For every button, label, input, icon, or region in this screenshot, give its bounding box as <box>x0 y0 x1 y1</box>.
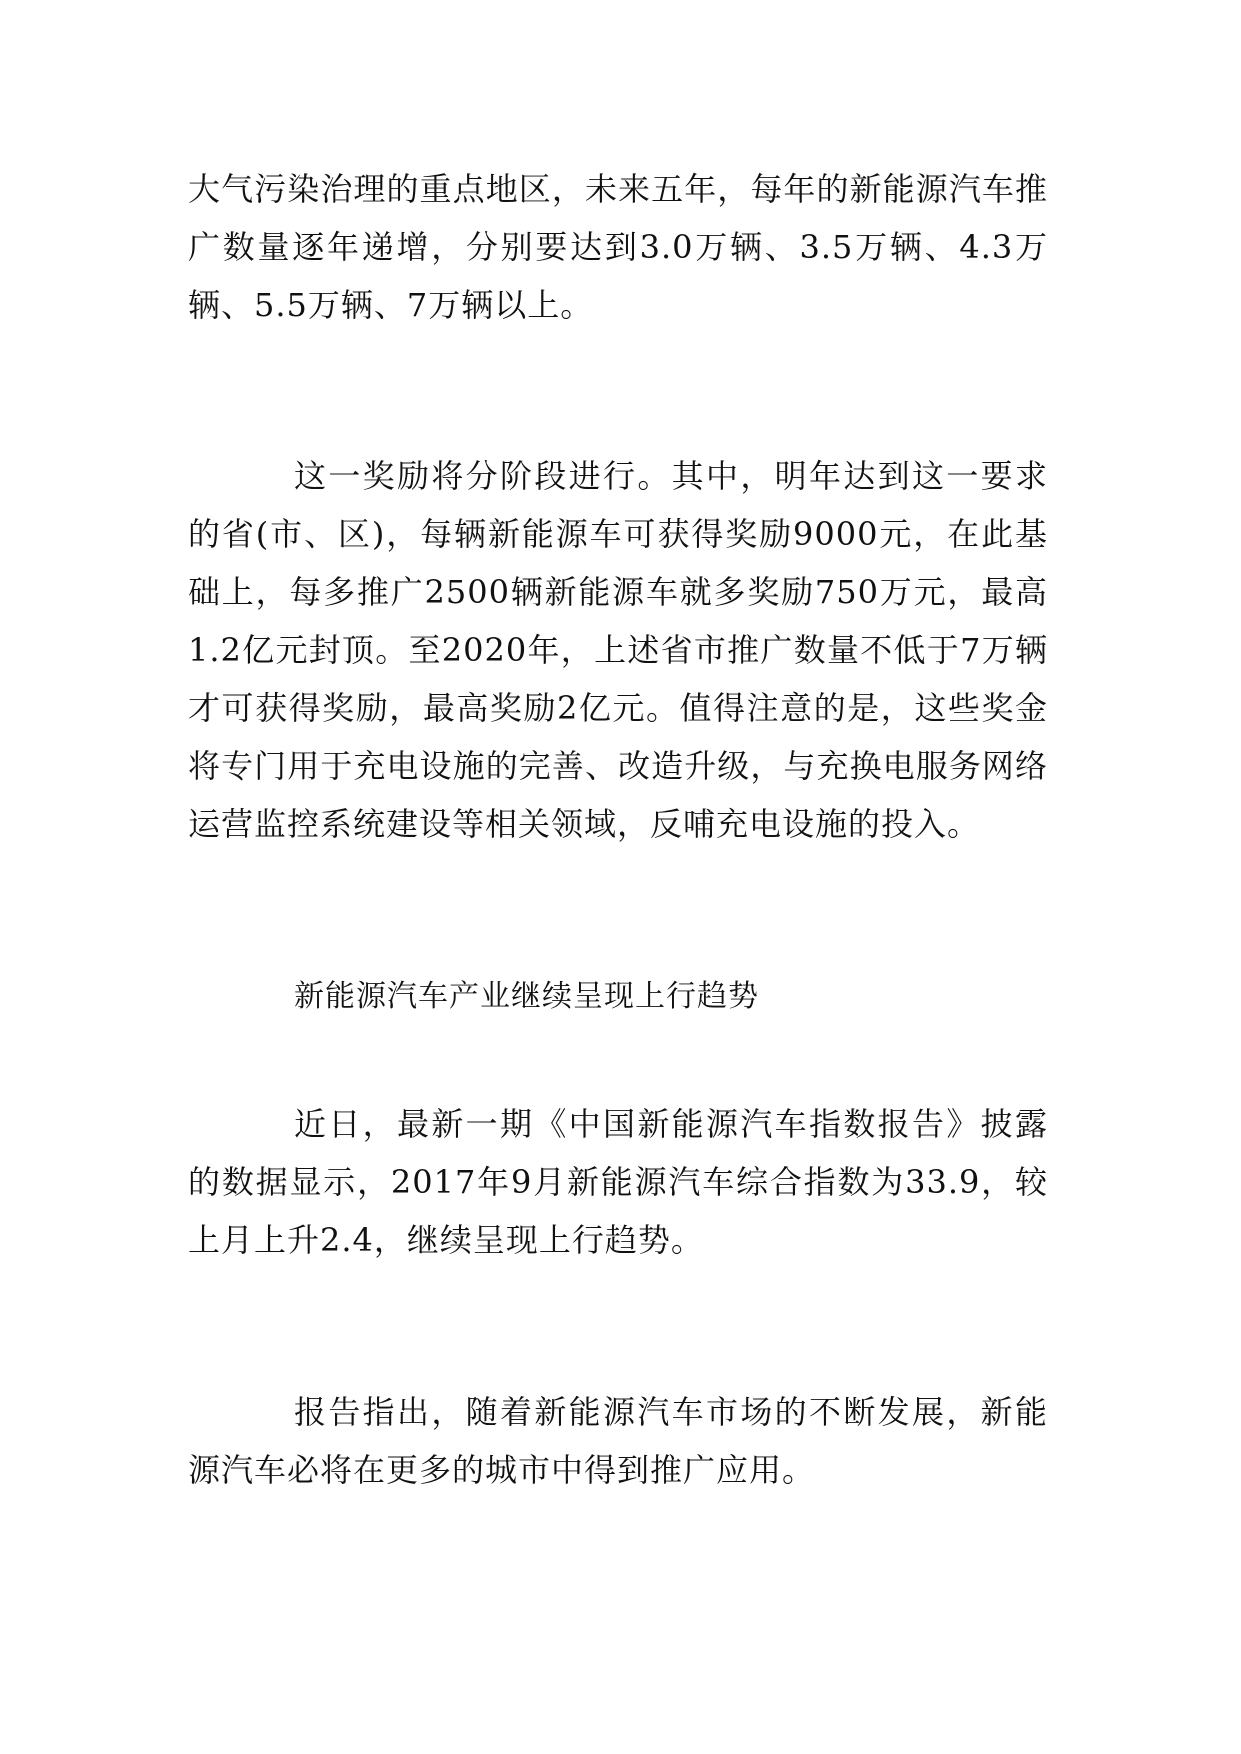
paragraph-index-report: 近日，最新一期《中国新能源汽车指数报告》披露的数据显示，2017年9月新能源汽车综合指数为33.9，较上月上升2.4，继续呈现上行趋势。 <box>188 1105 1048 1259</box>
paragraph-report-conclusion: 报告指出，随着新能源汽车市场的不断发展，新能源汽车必将在更多的城市中得到推广应用。 <box>188 1393 1048 1489</box>
paragraph-reward-stages: 这一奖励将分阶段进行。其中，明年达到这一要求的省(市、区)，每辆新能源车可获得奖励9000元，在此基础上，每多推广2500辆新能源车就多奖励750万元，最高1.2亿元封顶。至2020年，上述省市推广数量不低于7万辆才可获得奖励，最高奖励2亿元。值得注意的是，这些奖金将专门用于充电设施的完善、改造升级，与充换电服务网络运营监控系统建设等相关领域，反哺充电设施的投入。 <box>188 457 1048 843</box>
section-heading: 新能源汽车产业继续呈现上行趋势 <box>294 979 759 1014</box>
paragraph-targets: 大气污染治理的重点地区，未来五年，每年的新能源汽车推广数量逐年递增，分别要达到3.0万辆、3.5万辆、4.3万辆、5.5万辆、7万辆以上。 <box>188 170 1048 324</box>
